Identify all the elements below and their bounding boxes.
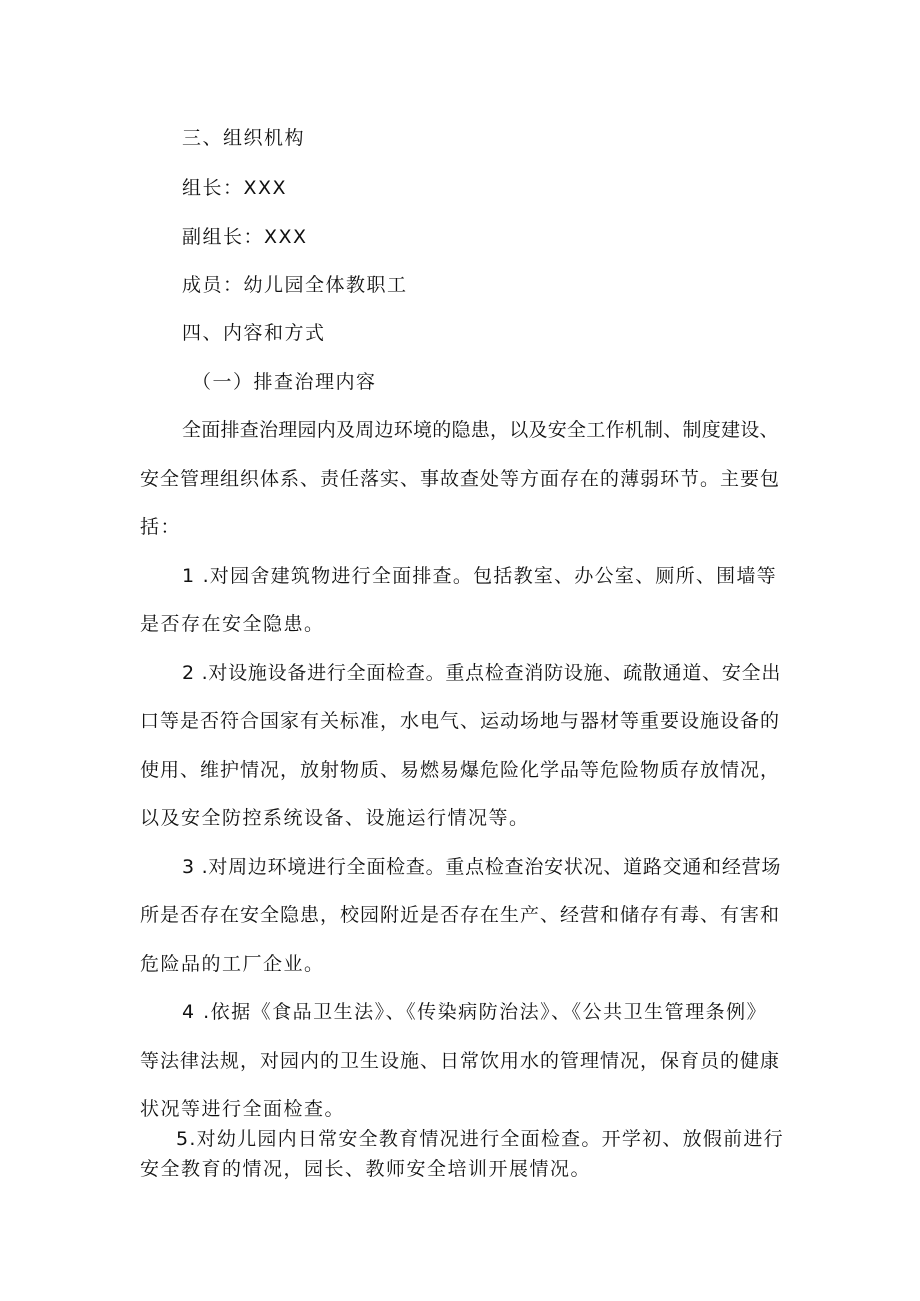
item-3-line-1: 3 .对周边环境进行全面检查。重点检查治安状况、道路交通和经营场	[182, 856, 782, 878]
section-four-heading: 四、内容和方式	[182, 322, 326, 344]
intro-line-3: 括：	[140, 516, 182, 538]
item-5-line-2: 安全教育的情况，园长、教师安全培训开展情况。	[140, 1158, 592, 1180]
members-line: 成员：幼儿园全体教职工	[182, 274, 408, 296]
item-2-line-4: 以及安全防控系统设备、设施运行情况等。	[140, 807, 530, 829]
item-3-line-2: 所是否存在安全隐患，校园附近是否存在生产、经营和储存有毒、有害和	[140, 904, 781, 926]
item-4-line-1: 4 .依据《食品卫生法》、《传染病防治法》、《公共卫生管理条例》	[182, 1001, 768, 1023]
section-three-heading: 三、组织机构	[182, 127, 306, 149]
intro-line-1: 全面排查治理园内及周边环境的隐患，以及安全工作机制、制度建设、	[182, 419, 779, 441]
item-2-line-3: 使用、维护情况，放射物质、易燃易爆危险化学品等危险物质存放情况，	[140, 759, 781, 781]
deputy-leader-line: 副组长：XXX	[182, 226, 308, 248]
item-2-line-2: 口等是否符合国家有关标准，水电气、运动场地与器材等重要设施设备的	[140, 710, 781, 732]
item-4-line-3: 状况等进行全面检查。	[140, 1098, 346, 1120]
item-1-line-1: 1 .对园舍建筑物进行全面排查。包括教室、办公室、厕所、围墙等	[182, 565, 777, 587]
item-3-line-3: 危险品的工厂企业。	[140, 953, 325, 975]
item-4-line-2: 等法律法规，对园内的卫生设施、日常饮用水的管理情况，保育员的健康	[140, 1050, 781, 1072]
leader-line: 组长：XXX	[182, 177, 288, 199]
sub-heading: （一）排查治理内容	[192, 371, 377, 393]
intro-line-2: 安全管理组织体系、责任落实、事故查处等方面存在的薄弱环节。主要包	[140, 468, 781, 490]
item-1-line-2: 是否存在安全隐患。	[140, 613, 325, 635]
item-2-line-1: 2 .对设施设备进行全面检查。重点检查消防设施、疏散通道、安全出	[182, 662, 782, 684]
item-5-line-1: 5.对幼儿园内日常安全教育情况进行全面检查。开学初、放假前进行	[176, 1128, 784, 1150]
